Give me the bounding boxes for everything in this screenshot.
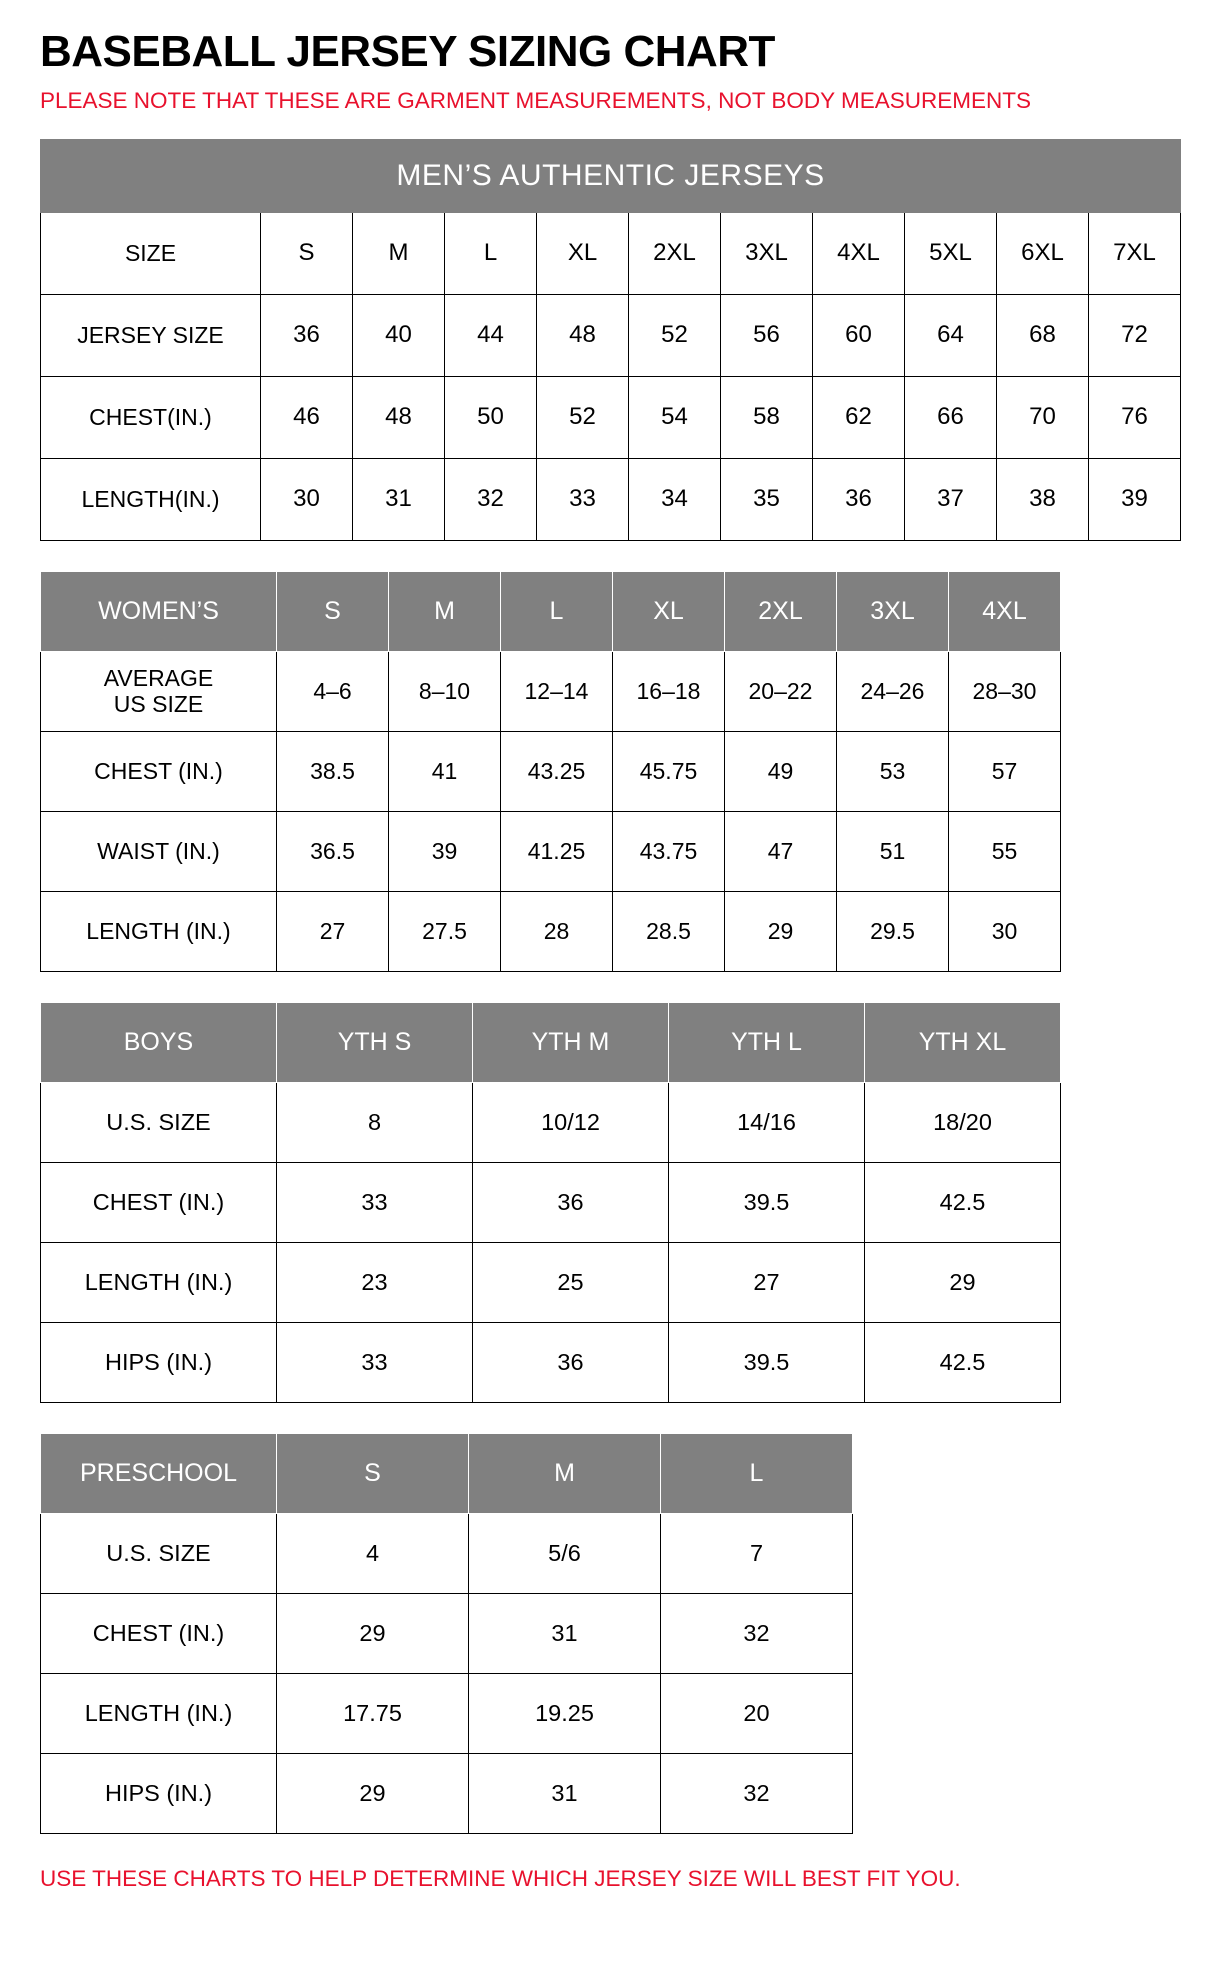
table-cell: 36 xyxy=(473,1162,669,1242)
footer-note: USE THESE CHARTS TO HELP DETERMINE WHICH JERSEY SIZE WILL BEST FIT YOU. xyxy=(40,1865,961,1891)
mens-size-header-row xyxy=(41,212,1181,294)
table-cell: 34 xyxy=(629,458,721,540)
table-cell: 51 xyxy=(837,811,949,891)
table-cell: 27 xyxy=(669,1242,865,1322)
table-row xyxy=(41,294,1181,376)
table-cell: 29 xyxy=(865,1242,1061,1322)
table-cell: 42.5 xyxy=(865,1162,1061,1242)
boys-row-label-hips: HIPS (IN.) xyxy=(41,1322,277,1402)
garment-measurement-note: PLEASE NOTE THAT THESE ARE GARMENT MEASUREMENTS, NOT BODY MEASUREMENTS xyxy=(40,87,1032,113)
table-cell: 50 xyxy=(445,376,537,458)
table-row xyxy=(41,651,1061,731)
table-cell: 56 xyxy=(721,294,813,376)
table-row xyxy=(41,1322,1061,1402)
womens-header-row xyxy=(41,571,1061,651)
table-cell: 29.5 xyxy=(837,891,949,971)
mens-row-label-chest: CHEST(IN.) xyxy=(41,376,261,458)
table-cell: 39 xyxy=(389,811,501,891)
table-cell: 64 xyxy=(905,294,997,376)
table-cell: 8–10 xyxy=(389,651,501,731)
table-cell: 45.75 xyxy=(613,731,725,811)
table-cell: 33 xyxy=(277,1162,473,1242)
table-cell: 54 xyxy=(629,376,721,458)
boys-row-label-chest: CHEST (IN.) xyxy=(41,1162,277,1242)
table-cell: 29 xyxy=(277,1593,469,1673)
table-cell: 58 xyxy=(721,376,813,458)
table-cell: 4–6 xyxy=(277,651,389,731)
table-cell: 43.75 xyxy=(613,811,725,891)
table-cell: 39.5 xyxy=(669,1322,865,1402)
table-cell: 29 xyxy=(277,1753,469,1833)
mens-row-label-jersey-size: JERSEY SIZE xyxy=(41,294,261,376)
table-cell: 16–18 xyxy=(613,651,725,731)
table-cell: 68 xyxy=(997,294,1089,376)
mens-size-s: S xyxy=(261,212,353,294)
table-row xyxy=(41,1082,1061,1162)
table-cell: 33 xyxy=(537,458,629,540)
preschool-size-s: S xyxy=(277,1433,469,1513)
table-cell: 32 xyxy=(661,1753,853,1833)
mens-size-5xl: 5XL xyxy=(905,212,997,294)
table-cell: 14/16 xyxy=(669,1082,865,1162)
mens-sizing-table xyxy=(40,139,1181,541)
boys-row-label-length: LENGTH (IN.) xyxy=(41,1242,277,1322)
table-cell: 66 xyxy=(905,376,997,458)
table-cell: 62 xyxy=(813,376,905,458)
table-cell: 36 xyxy=(813,458,905,540)
table-cell: 31 xyxy=(353,458,445,540)
table-cell: 53 xyxy=(837,731,949,811)
womens-row-label-waist: WAIST (IN.) xyxy=(41,811,277,891)
mens-size-label: SIZE xyxy=(41,212,261,294)
table-cell: 48 xyxy=(353,376,445,458)
preschool-size-m: M xyxy=(469,1433,661,1513)
womens-size-m: M xyxy=(389,571,501,651)
table-cell: 35 xyxy=(721,458,813,540)
preschool-size-l: L xyxy=(661,1433,853,1513)
womens-row-label-chest: CHEST (IN.) xyxy=(41,731,277,811)
preschool-header-row xyxy=(41,1433,853,1513)
womens-size-2xl: 2XL xyxy=(725,571,837,651)
preschool-label: PRESCHOOL xyxy=(41,1433,277,1513)
table-cell: 29 xyxy=(725,891,837,971)
mens-size-xl: XL xyxy=(537,212,629,294)
womens-row-label-average-us-size xyxy=(41,651,277,731)
table-cell: 70 xyxy=(997,376,1089,458)
table-cell: 27.5 xyxy=(389,891,501,971)
table-row xyxy=(41,1673,853,1753)
preschool-row-label-chest: CHEST (IN.) xyxy=(41,1593,277,1673)
table-cell: 43.25 xyxy=(501,731,613,811)
table-cell: 20 xyxy=(661,1673,853,1753)
mens-banner: MEN’S AUTHENTIC JERSEYS xyxy=(41,139,1181,212)
table-cell: 27 xyxy=(277,891,389,971)
table-cell: 32 xyxy=(661,1593,853,1673)
table-cell: 38 xyxy=(997,458,1089,540)
womens-size-xl: XL xyxy=(613,571,725,651)
table-cell: 72 xyxy=(1089,294,1181,376)
table-cell: 52 xyxy=(537,376,629,458)
table-cell: 41 xyxy=(389,731,501,811)
preschool-row-label-us-size: U.S. SIZE xyxy=(41,1513,277,1593)
table-cell: 57 xyxy=(949,731,1061,811)
womens-label: WOMEN’S xyxy=(41,571,277,651)
table-cell: 36 xyxy=(473,1322,669,1402)
table-cell: 10/12 xyxy=(473,1082,669,1162)
table-cell: 12–14 xyxy=(501,651,613,731)
table-cell: 25 xyxy=(473,1242,669,1322)
table-cell: 4 xyxy=(277,1513,469,1593)
womens-size-4xl: 4XL xyxy=(949,571,1061,651)
boys-size-yth-m: YTH M xyxy=(473,1002,669,1082)
table-cell: 5/6 xyxy=(469,1513,661,1593)
table-cell: 28 xyxy=(501,891,613,971)
table-row xyxy=(41,811,1061,891)
table-cell: 55 xyxy=(949,811,1061,891)
table-cell: 76 xyxy=(1089,376,1181,458)
table-cell: 8 xyxy=(277,1082,473,1162)
preschool-sizing-table xyxy=(40,1433,853,1834)
table-cell: 32 xyxy=(445,458,537,540)
mens-size-7xl: 7XL xyxy=(1089,212,1181,294)
table-row xyxy=(41,1593,853,1673)
mens-size-6xl: 6XL xyxy=(997,212,1089,294)
table-cell: 46 xyxy=(261,376,353,458)
womens-size-l: L xyxy=(501,571,613,651)
table-cell: 23 xyxy=(277,1242,473,1322)
table-cell: 47 xyxy=(725,811,837,891)
table-cell: 44 xyxy=(445,294,537,376)
mens-size-4xl: 4XL xyxy=(813,212,905,294)
womens-size-s: S xyxy=(277,571,389,651)
table-cell: 33 xyxy=(277,1322,473,1402)
table-cell: 42.5 xyxy=(865,1322,1061,1402)
womens-sizing-table xyxy=(40,571,1061,972)
boys-size-yth-xl: YTH XL xyxy=(865,1002,1061,1082)
mens-size-l: L xyxy=(445,212,537,294)
boys-header-row xyxy=(41,1002,1061,1082)
table-cell: 17.75 xyxy=(277,1673,469,1753)
table-cell: 36.5 xyxy=(277,811,389,891)
page-title: BASEBALL JERSEY SIZING CHART xyxy=(40,27,775,76)
table-cell: 40 xyxy=(353,294,445,376)
womens-row-label-length: LENGTH (IN.) xyxy=(41,891,277,971)
table-row xyxy=(41,891,1061,971)
table-row xyxy=(41,458,1181,540)
table-cell: 52 xyxy=(629,294,721,376)
table-cell: 41.25 xyxy=(501,811,613,891)
table-cell: 24–26 xyxy=(837,651,949,731)
table-cell: 7 xyxy=(661,1513,853,1593)
table-cell: 31 xyxy=(469,1593,661,1673)
table-cell: 31 xyxy=(469,1753,661,1833)
table-cell: 19.25 xyxy=(469,1673,661,1753)
boys-sizing-table xyxy=(40,1002,1061,1403)
boys-size-yth-l: YTH L xyxy=(669,1002,865,1082)
table-row xyxy=(41,1513,853,1593)
mens-size-3xl: 3XL xyxy=(721,212,813,294)
table-cell: 28.5 xyxy=(613,891,725,971)
womens-size-3xl: 3XL xyxy=(837,571,949,651)
preschool-row-label-length: LENGTH (IN.) xyxy=(41,1673,277,1753)
boys-label: BOYS xyxy=(41,1002,277,1082)
table-cell: 30 xyxy=(949,891,1061,971)
mens-banner-row xyxy=(41,139,1181,212)
table-cell: 60 xyxy=(813,294,905,376)
preschool-row-label-hips: HIPS (IN.) xyxy=(41,1753,277,1833)
table-cell: 28–30 xyxy=(949,651,1061,731)
mens-size-m: M xyxy=(353,212,445,294)
table-row xyxy=(41,731,1061,811)
table-cell: 36 xyxy=(261,294,353,376)
mens-size-2xl: 2XL xyxy=(629,212,721,294)
table-cell: 39.5 xyxy=(669,1162,865,1242)
table-cell: 38.5 xyxy=(277,731,389,811)
womens-row-label-line2: US SIZE xyxy=(113,691,204,718)
table-row xyxy=(41,376,1181,458)
table-row xyxy=(41,1162,1061,1242)
table-cell: 20–22 xyxy=(725,651,837,731)
table-cell: 18/20 xyxy=(865,1082,1061,1162)
table-cell: 48 xyxy=(537,294,629,376)
boys-size-yth-s: YTH S xyxy=(277,1002,473,1082)
table-cell: 39 xyxy=(1089,458,1181,540)
table-row xyxy=(41,1753,853,1833)
table-row xyxy=(41,1242,1061,1322)
mens-row-label-length: LENGTH(IN.) xyxy=(41,458,261,540)
boys-row-label-us-size: U.S. SIZE xyxy=(41,1082,277,1162)
womens-row-label-line1: AVERAGE xyxy=(103,664,214,691)
table-cell: 37 xyxy=(905,458,997,540)
table-cell: 30 xyxy=(261,458,353,540)
table-cell: 49 xyxy=(725,731,837,811)
